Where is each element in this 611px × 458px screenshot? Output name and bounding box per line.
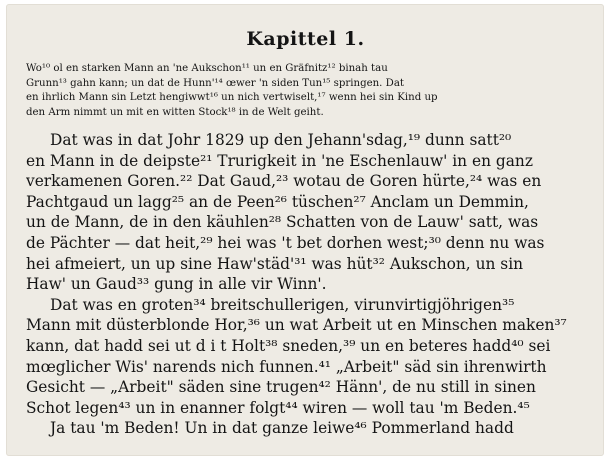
summary-line: den Arm nimmt un mit en witten Stock¹⁸ in de Welt geiht. — [26, 106, 324, 118]
body-line: un de Mann, de in den käuhlen²⁸ Schatten von de Lauw' satt, was — [26, 213, 539, 232]
chapter-body-text — [26, 130, 584, 439]
body-line: Haw' un Gaud³³ gung in alle vir Winn'. — [26, 275, 327, 294]
body-line: Dat was en groten³⁴ breitschullerigen, virunvirtigjöhrigen³⁵ — [50, 295, 515, 314]
body-line: verkamenen Goren.²² Dat Gaud,²³ wotau de Goren hürte,²⁴ was en — [26, 172, 542, 191]
body-line: Mann mit düsterblonde Hor,³⁶ un wat Arbeit ut en Minschen maken³⁷ — [26, 316, 567, 335]
summary-line: en ihrlich Mann sin Letzt hengiwwt¹⁶ un nich vertwiselt,¹⁷ wenn hei sin Kind up — [26, 92, 438, 103]
body-line: Dat was in dat Johr 1829 up den Jehann'sdag,¹⁹ dunn satt²⁰ — [50, 131, 512, 149]
body-line: mœglicher Wis' narends nich funnen.⁴¹ „Arbeit" säd sin ihrenwirth — [26, 357, 547, 376]
summary-line: Wo¹⁰ ol en starken Mann an 'ne Aukschon¹¹ un en Gräfnitz¹² binah tau — [26, 63, 388, 74]
body-line: hei afmeiert, un up sine Haw'städ'³¹ was hüt³² Aukschon, un sin — [26, 254, 524, 273]
body-line: en Mann in de deipste²¹ Trurigkeit in 'ne Eschenlauw' in en ganz — [26, 151, 533, 170]
summary-line: Grunn¹³ gahn kann; un dat de Hunn'¹⁴ œwer 'n siden Tun¹⁵ springen. Dat — [26, 77, 404, 89]
body-line: Gesicht — „Arbeit" säden sine trugen⁴² Hänn', de nu still in sinen — [26, 378, 536, 397]
body-line: kann, dat hadd sei ut d i t Holt³⁸ sneden,³⁹ un en beteres hadd⁴⁰ sei — [26, 336, 551, 355]
body-line: Pachtgaud un lagg²⁵ an de Peen²⁶ tüschen²⁷ Anclam un Demmin, — [26, 192, 529, 211]
body-line: Ja tau 'm Beden! Un in dat ganze leiwe⁴⁶ Pommerland hadd — [50, 419, 514, 438]
chapter-summary — [26, 62, 581, 120]
chapter-title: Kapittel 1. — [246, 28, 365, 50]
body-line: de Pächter — dat heit,²⁹ hei was 't bet dorhen west;³⁰ denn nu was — [26, 233, 545, 252]
body-line: Schot legen⁴³ un in enanner folgt⁴⁴ wiren — woll tau 'm Beden.⁴⁵ — [26, 398, 530, 417]
